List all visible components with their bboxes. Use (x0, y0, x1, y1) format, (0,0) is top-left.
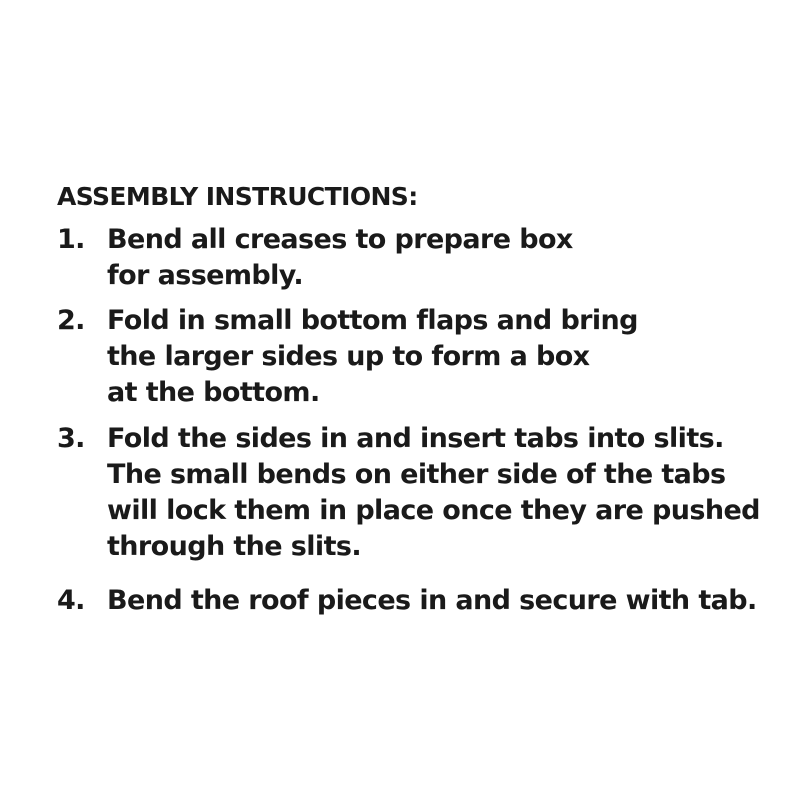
step-number: 4. (57, 585, 85, 616)
instructions-heading: ASSEMBLY INSTRUCTIONS: (57, 182, 418, 211)
step-number: 3. (57, 423, 85, 454)
step-line: Bend all creases to prepare box (107, 224, 573, 255)
step-line: for assembly. (107, 260, 303, 291)
step-number: 1. (57, 224, 85, 255)
step-text (107, 583, 757, 619)
step-line: The small bends on either side of the tabs (107, 459, 726, 490)
step-line: Fold in small bottom flaps and bring (107, 305, 638, 336)
step-text (107, 222, 573, 294)
step-text (107, 303, 638, 411)
step-text (107, 421, 760, 565)
step-number: 2. (57, 305, 85, 336)
step-line: the larger sides up to form a box (107, 341, 590, 372)
step-line: will lock them in place once they are pushed (107, 495, 760, 526)
step-line: Bend the roof pieces in and secure with tab. (107, 585, 757, 616)
step-line: Fold the sides in and insert tabs into slits. (107, 423, 724, 454)
step-line: at the bottom. (107, 377, 320, 408)
step-line: through the slits. (107, 531, 362, 562)
